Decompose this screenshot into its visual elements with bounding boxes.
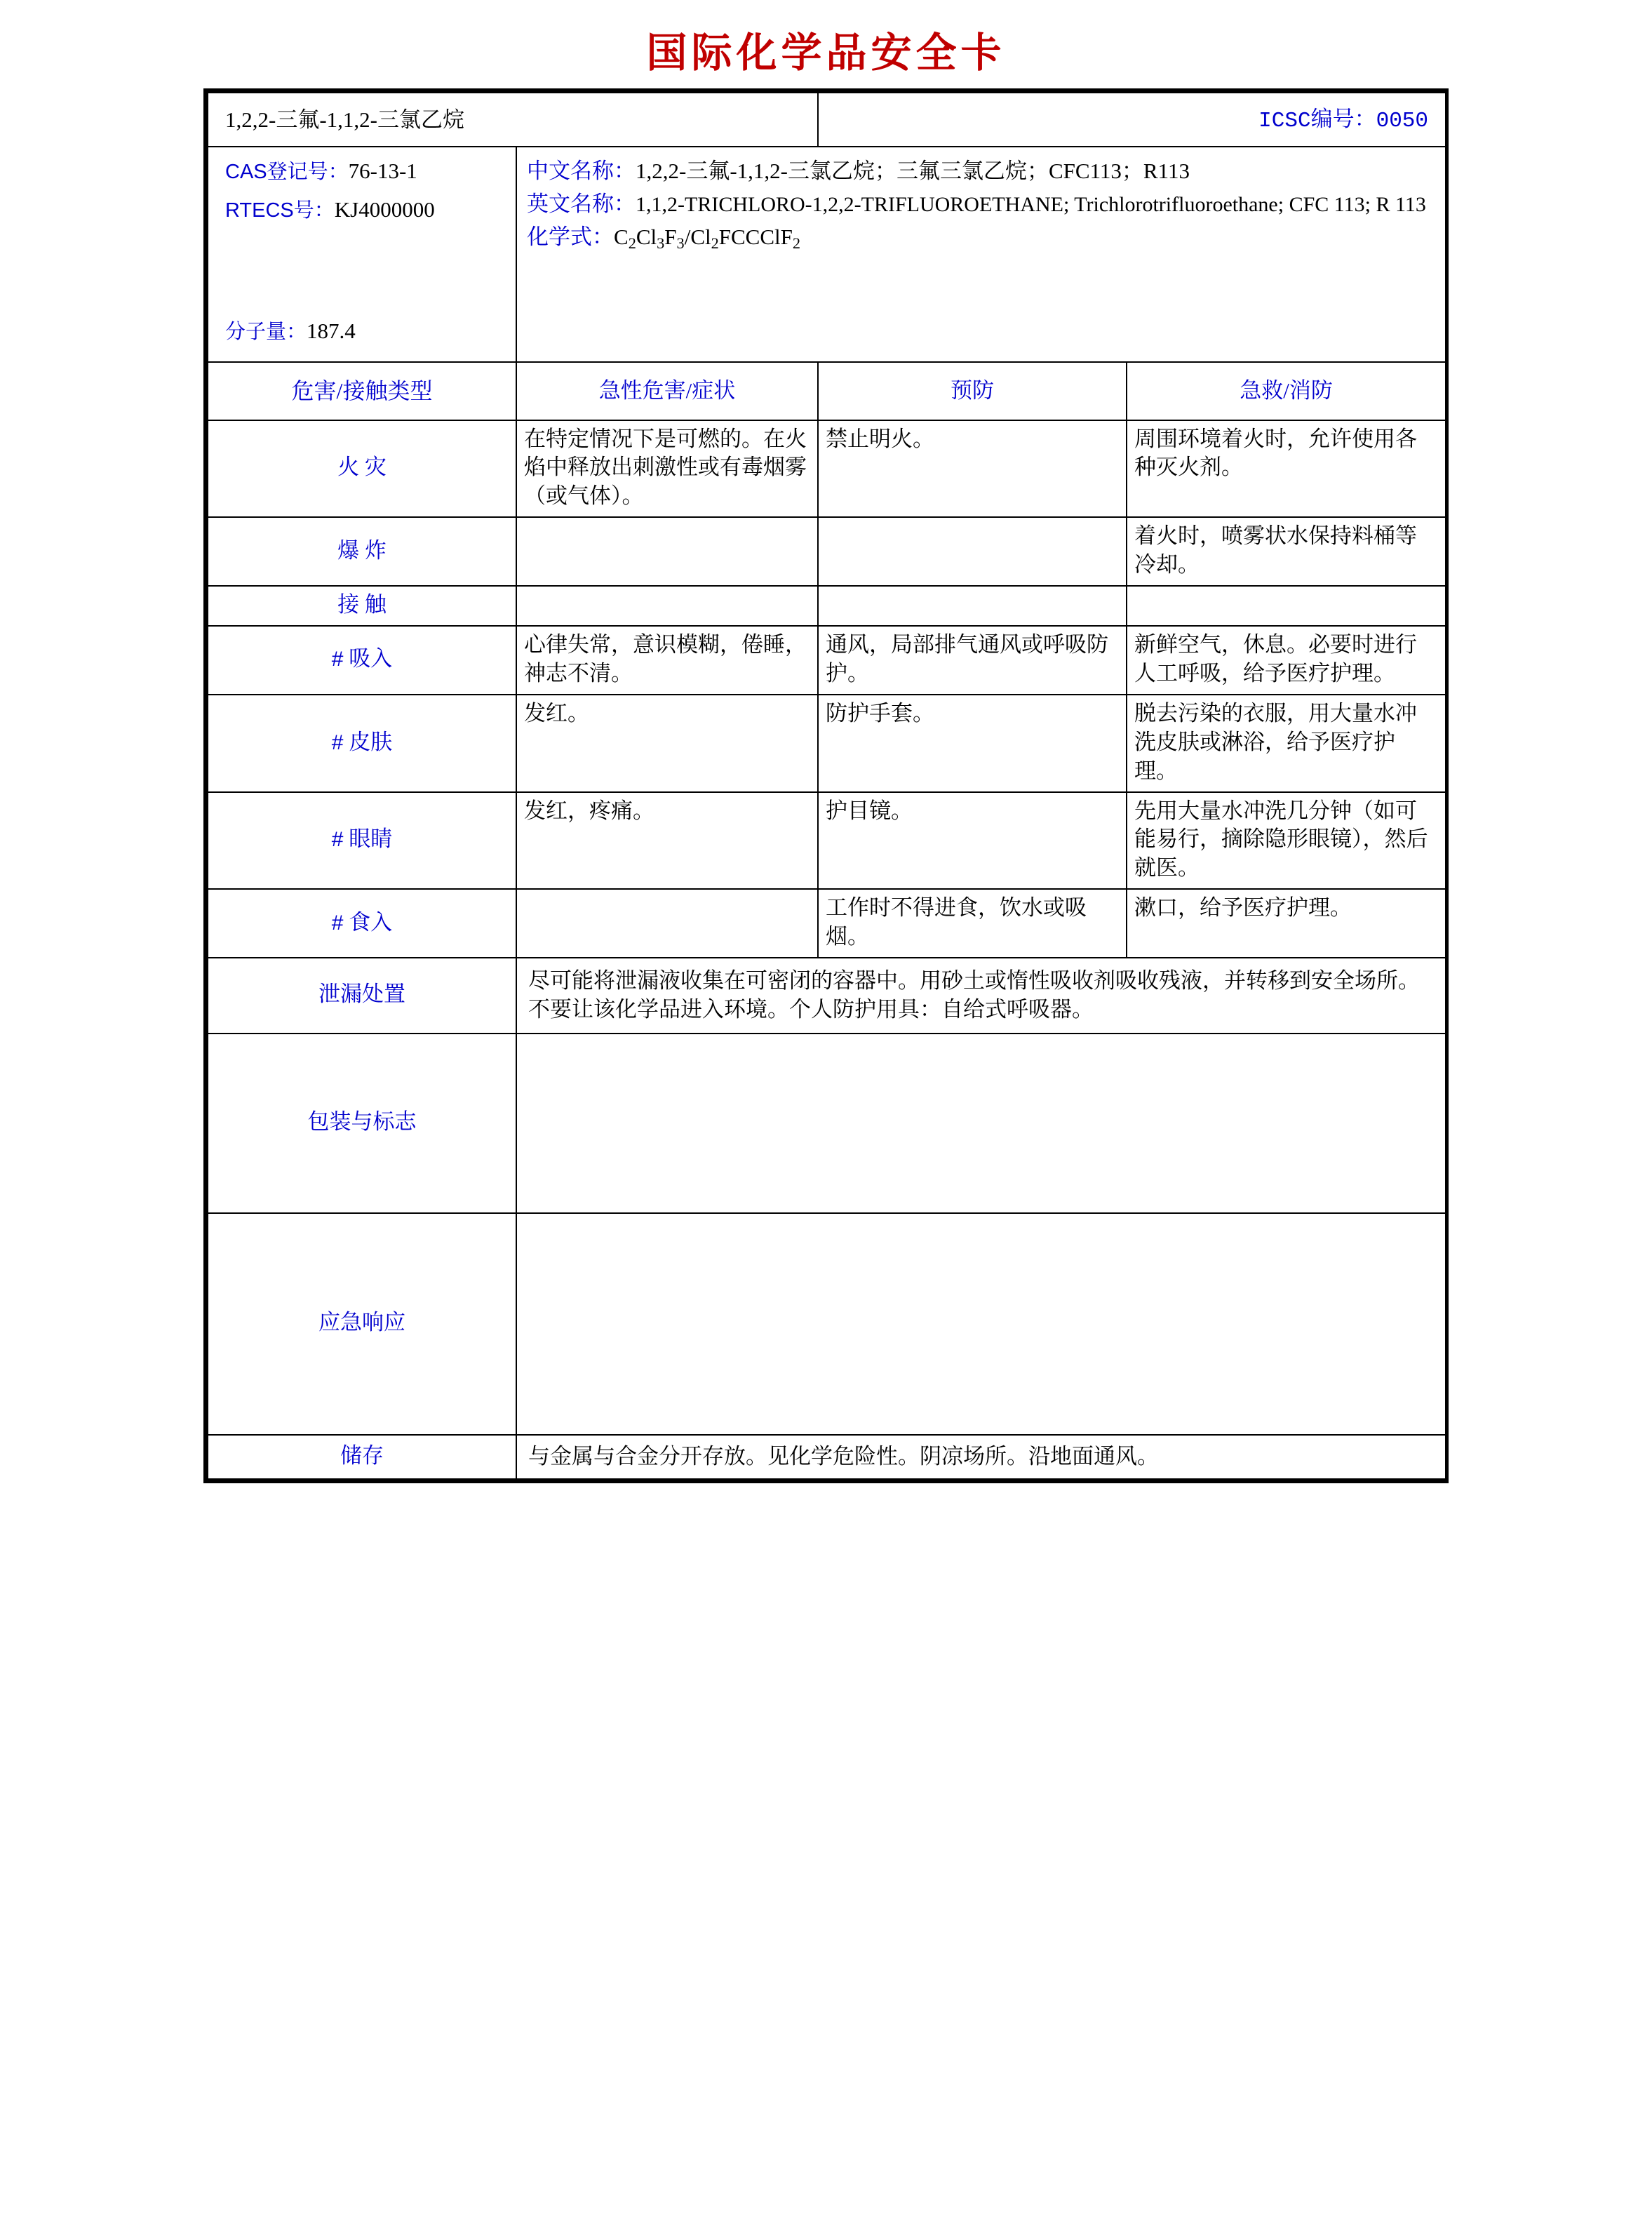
- hash-marker: #: [331, 828, 344, 852]
- en-name-value: 1,1,2-TRICHLORO-1,2,2-TRIFLUOROETHANE; Trichlorotrifluoroethane; CFC 113; R 113: [636, 192, 1426, 216]
- formula-value: $C_2Cl_3F_3/Cl_2FCCClF_2$: [614, 225, 801, 253]
- hash-marker: #: [331, 730, 344, 754]
- row-label-inhalation-text: 吸入: [349, 646, 393, 671]
- cas-label: CAS登记号：: [225, 160, 349, 183]
- eyes-prevention: 护目镜。: [818, 792, 1127, 890]
- row-label-ingestion-text: 食入: [349, 909, 393, 935]
- skin-prevention: 防护手套。: [818, 695, 1127, 792]
- col-hazard-type-label: 危害/接触类型: [291, 378, 433, 404]
- cas-line: [225, 157, 509, 186]
- section-row-packaging: [208, 1034, 1446, 1213]
- rtecs-line: [225, 196, 509, 225]
- row-label-eyes: [208, 792, 516, 890]
- substance-name: 1,2,2-三氟-1,1,2-三氯乙烷: [208, 93, 818, 147]
- table-row: [208, 792, 1446, 890]
- column-header-row: [208, 362, 1446, 420]
- fire-acute: 在特定情况下是可燃的。在火焰中释放出刺激性或有毒烟雾（或气体）。: [516, 420, 818, 518]
- mw-line: [225, 317, 509, 346]
- table-row: [208, 626, 1446, 695]
- section-label-packaging: 包装与标志: [208, 1034, 516, 1213]
- inhalation-first-aid: 新鲜空气，休息。必要时进行人工呼吸，给予医疗护理。: [1127, 626, 1446, 695]
- row-label-eyes-text: 眼睛: [349, 827, 393, 852]
- mw-value: 187.4: [307, 318, 356, 343]
- row-label-inhalation: [208, 626, 516, 695]
- section-content-spill: 尽可能将泄漏液收集在可密闭的容器中。用砂土或惰性吸收剂吸收残液，并转移到安全场所。不要让该化学品进入环境。个人防护用具：自给式呼吸器。: [516, 958, 1446, 1034]
- section-label-emergency: 应急响应: [208, 1213, 516, 1435]
- cn-name-value: 1,2,2-三氟-1,1,2-三氯乙烷；三氟三氯乙烷；CFC113；R113: [636, 158, 1190, 183]
- section-row-storage: [208, 1435, 1446, 1479]
- rtecs-label: RTECS号：: [225, 199, 335, 222]
- identification-left: [208, 147, 516, 362]
- cn-name-line: [527, 157, 1438, 186]
- ingestion-acute: [516, 889, 818, 958]
- cn-name-label: 中文名称：: [527, 158, 636, 183]
- section-content-emergency: [516, 1213, 1446, 1435]
- col-first-aid: 急救/消防: [1127, 362, 1446, 420]
- col-acute-hazards: 急性危害/症状: [516, 362, 818, 420]
- inhalation-prevention: 通风，局部排气通风或呼吸防护。: [818, 626, 1127, 695]
- row-label-skin: [208, 695, 516, 792]
- icsc-number-cell: [818, 93, 1446, 147]
- ingestion-prevention: 工作时不得进食，饮水或吸烟。: [818, 889, 1127, 958]
- eyes-acute: 发红，疼痛。: [516, 792, 818, 890]
- row-label-ingestion: [208, 889, 516, 958]
- hash-marker: #: [331, 911, 344, 935]
- explosion-prevention: [818, 517, 1127, 586]
- ingestion-first-aid: 漱口，给予医疗护理。: [1127, 889, 1446, 958]
- icsc-table: [207, 92, 1446, 1480]
- icsc-number: 0050: [1376, 109, 1429, 133]
- inhalation-acute: 心律失常，意识模糊，倦睡，神志不清。: [516, 626, 818, 695]
- rtecs-value: KJ4000000: [334, 196, 435, 222]
- icsc-label: ICSC编号：: [1258, 109, 1376, 133]
- en-name-label: 英文名称：: [527, 191, 636, 216]
- mw-label: 分子量：: [225, 320, 307, 343]
- identification-row: [208, 147, 1446, 362]
- skin-acute: 发红。: [516, 695, 818, 792]
- explosion-acute: [516, 517, 818, 586]
- section-content-packaging: [516, 1034, 1446, 1213]
- table-row: [208, 517, 1446, 586]
- icsc-card: [203, 88, 1449, 1483]
- col-hazard-type: [208, 362, 516, 420]
- row-label-explosion: 爆 炸: [208, 517, 516, 586]
- exposure-first-aid: [1127, 586, 1446, 626]
- fire-prevention: 禁止明火。: [818, 420, 1127, 518]
- hash-marker: #: [331, 648, 344, 671]
- section-row-spill: [208, 958, 1446, 1034]
- section-label-spill: 泄漏处置: [208, 958, 516, 1034]
- page-title: 国际化学品安全卡: [646, 30, 1006, 76]
- exposure-prevention: [818, 586, 1127, 626]
- formula-line: [527, 223, 1438, 254]
- eyes-first-aid: 先用大量水冲洗几分钟（如可能易行，摘除隐形眼镜），然后就医。: [1127, 792, 1446, 890]
- explosion-first-aid: 着火时，喷雾状水保持料桶等冷却。: [1127, 517, 1446, 586]
- section-label-storage: 储存: [208, 1435, 516, 1479]
- exposure-acute: [516, 586, 818, 626]
- table-row: [208, 586, 1446, 626]
- col-prevention: 预防: [818, 362, 1127, 420]
- en-name-line: [527, 190, 1438, 219]
- row-label-skin-text: 皮肤: [349, 729, 393, 754]
- table-row: [208, 420, 1446, 518]
- table-row: [208, 695, 1446, 792]
- identification-spacer: [225, 234, 509, 317]
- formula-label: 化学式：: [527, 225, 614, 250]
- row-label-fire: 火 灾: [208, 420, 516, 518]
- row-label-exposure: 接 触: [208, 586, 516, 626]
- section-row-emergency: [208, 1213, 1446, 1435]
- section-content-storage: 与金属与合金分开存放。见化学危险性。阴凉场所。沿地面通风。: [516, 1435, 1446, 1479]
- header-row: [208, 93, 1446, 147]
- table-row: [208, 889, 1446, 958]
- fire-first-aid: 周围环境着火时，允许使用各种灭火剂。: [1127, 420, 1446, 518]
- skin-first-aid: 脱去污染的衣服，用大量水冲洗皮肤或淋浴，给予医疗护理。: [1127, 695, 1446, 792]
- identification-right: [516, 147, 1446, 362]
- cas-value: 76-13-1: [348, 158, 417, 183]
